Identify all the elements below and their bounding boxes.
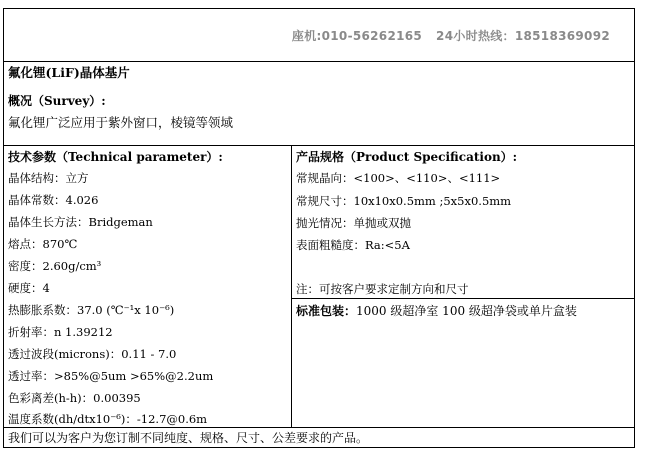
spec-row: 表面粗糙度：Ra:<5A: [296, 238, 410, 252]
column-divider: [291, 145, 292, 427]
tech-row: 熔点：870℃: [8, 237, 78, 251]
tech-row: 温度系数(dh/dtx10⁻⁶)：-12.7@0.6m: [8, 412, 208, 426]
tech-row: 晶体常数：4.026: [8, 193, 99, 207]
contact-info: [278, 27, 610, 44]
tech-row: 色彩离差(h-h)：0.00395: [8, 391, 141, 405]
spec-row: 抛光情况：单抛或双抛: [296, 216, 411, 230]
tech-row: 密度：2.60g/cm³: [8, 259, 102, 273]
divider: [4, 61, 634, 62]
overview-heading: 概况（Survey）:: [8, 94, 106, 108]
spec-row: 常规尺寸：10x10x0.5mm ;5x5x0.5mm: [296, 194, 512, 208]
divider: [4, 427, 634, 428]
divider: [291, 298, 634, 299]
hotline-number: 24小时热线：18518369092: [436, 29, 610, 43]
tech-row: 硬度：4: [8, 281, 50, 295]
tech-heading: 技术参数（Technical parameter）:: [8, 150, 223, 164]
spec-row: 常规晶向：<100>、<110>、<111>: [296, 171, 501, 185]
tech-row: 晶体生长方法：Bridgeman: [8, 215, 153, 229]
footer-note: 我们可以为客户为您订制不同纯度、规格、尺寸、公差要求的产品。: [8, 431, 369, 445]
spec-heading: 产品规格（Product Specification）:: [296, 150, 518, 164]
tech-row: 晶体结构：立方: [8, 171, 89, 185]
overview-text: 氟化锂广泛应用于紫外窗口，棱镜等领域: [8, 115, 234, 130]
product-sheet: [3, 8, 635, 448]
tech-row: 透过波段(microns)：0.11 - 7.0: [8, 347, 177, 361]
packing-info: [296, 304, 577, 318]
spec-note: 注：可按客户要求定制方向和尺寸: [296, 282, 469, 296]
packing-label: 标准包装：: [296, 304, 357, 318]
product-title: 氟化锂(LiF)晶体基片: [8, 65, 130, 80]
divider: [4, 145, 634, 146]
packing-text: 1000 级超净室 100 级超净袋或单片盒装: [356, 304, 577, 318]
tech-row: 热膨胀系数：37.0 (℃⁻¹x 10⁻⁶): [8, 303, 175, 317]
tech-row: 透过率：>85%@5um >65%@2.2um: [8, 369, 214, 383]
tech-row: 折射率：n 1.39212: [8, 325, 113, 339]
phone-number: 座机:010-56262165: [291, 29, 423, 43]
